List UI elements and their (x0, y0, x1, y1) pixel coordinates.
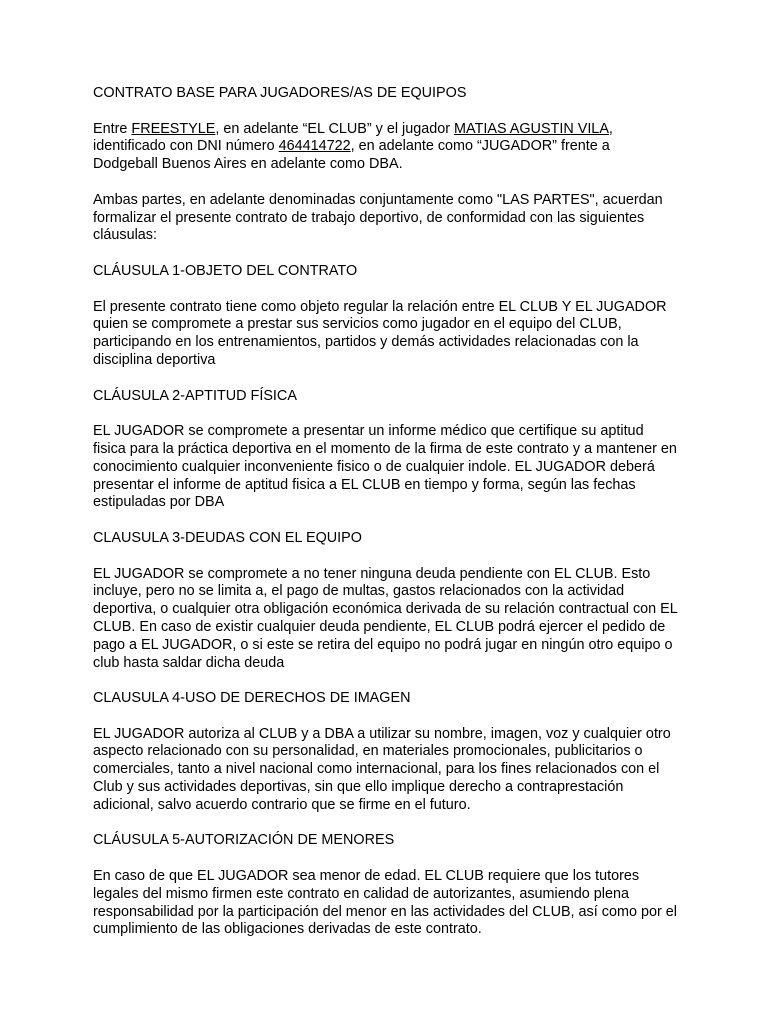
club-name: FREESTYLE (131, 120, 216, 137)
clause-1-body: El presente contrato tiene como objeto regular la relación entre EL CLUB Y EL JUGADOR quien se compromete a prestar sus servicios como jugador en el equipo del CLUB, participando en los entrenamientos, partidos y demás actividades relacionadas con la disciplina deportiva (93, 298, 667, 368)
intro-text-2: , en adelante “EL CLUB” y el jugador (215, 120, 455, 137)
dni-number: 464414722 (278, 138, 351, 155)
clause-2-heading: CLÁUSULA 2-APTITUD FÍSICA (93, 387, 297, 404)
clause-3-body: EL JUGADOR se compromete a no tener ninguna deuda pendiente con EL CLUB. Esto incluye, pero no se limita a, el pago de multas, gastos relacionados con la actividad deportiva, o cualquier otra obligación económica derivada de su relación contractual con EL CLUB. En caso de existir cualquier deuda pendiente, EL CLUB podrá ejercer el pedido de pago a EL JUGADOR, o si este se retira del equipo no podrá jugar en ningún otro equipo o club hasta saldar dicha deuda (93, 565, 678, 671)
intro-text-3: , identificado con DNI número (93, 120, 613, 155)
clause-4-body: EL JUGADOR autoriza al CLUB y a DBA a utilizar su nombre, imagen, voz y cualquier otro aspecto relacionado con su personalidad, en materiales promocionales, publicitarios o comerciales, tanto a nivel nacional como internacional, para los fines relacionados con el Club y sus actividades deportivas, sin que ello implique derecho a contraprestación adicional, salvo acuerdo contrario que se firme en el futuro. (93, 725, 671, 813)
parties-paragraph: Ambas partes, en adelante denominadas conjuntamente como "LAS PARTES", acuerdan formalizar el presente contrato de trabajo deportivo, de conformidad con las siguientes cláusulas: (93, 191, 663, 244)
clause-2-body: EL JUGADOR se compromete a presentar un informe médico que certifique su aptitud fisica para la práctica deportiva en el momento de la firma de este contrato y a mantener en conocimiento cualquier inconveniente fisico o de cualquier indole. EL JUGADOR deberá presentar el informe de aptitud fisica a EL CLUB en tiempo y forma, según las fechas estipuladas por DBA (93, 423, 677, 511)
document-title: CONTRATO BASE PARA JUGADORES/AS DE EQUIPOS (93, 85, 467, 101)
intro-text-1: Entre (93, 120, 132, 137)
clause-5-body: En caso de que EL JUGADOR sea menor de edad. EL CLUB requiere que los tutores legales del mismo firmen este contrato en calidad de autorizantes, asumiendo plena responsabilidad por la participación del menor en las actividades del CLUB, así como por el cumplimiento de las obligaciones derivadas de este contrato. (93, 868, 677, 938)
clause-1-heading: CLÁUSULA 1-OBJETO DEL CONTRATO (93, 262, 358, 279)
player-name: MATIAS AGUSTIN VILA (454, 120, 609, 137)
intro-paragraph (93, 121, 678, 174)
clause-5-heading: CLÁUSULA 5-AUTORIZACIÓN DE MENORES (93, 832, 395, 849)
intro-text-4: , en adelante como “JUGADOR” frente a Dodgeball Buenos Aires en adelante como DBA. (93, 138, 610, 173)
clause-3-heading: CLAUSULA 3-DEUDAS CON EL EQUIPO (93, 529, 362, 546)
clause-4-heading: CLAUSULA 4-USO DE DERECHOS DE IMAGEN (93, 690, 411, 707)
